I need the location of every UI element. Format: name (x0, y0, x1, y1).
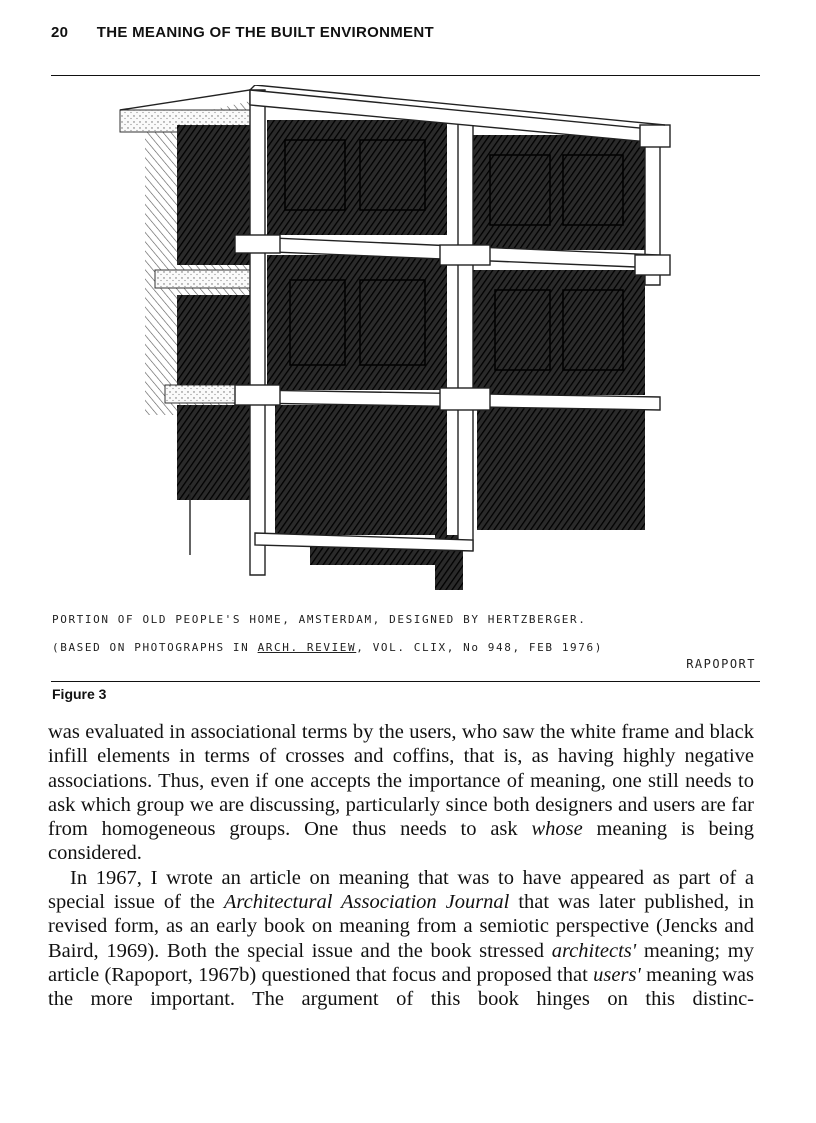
figure-caption (52, 606, 762, 662)
p1-text-a: was evaluated in associational terms by the users, who saw the white frame and black infill elements in terms of crosses and coffins, that is, as having highly negative associations. Thus, even if one accepts the importance of meaning, one still needs to ask which group we are discussing, particularly since both designers and users are far from homogeneous groups. One thus needs to ask (48, 721, 754, 841)
infill-panel (473, 270, 645, 395)
frame-column (458, 115, 473, 550)
infill-panel (477, 405, 645, 530)
figure-label: Figure 3 (52, 686, 107, 702)
caption-line-2-start: (BASED ON PHOTOGRAPHS IN (52, 641, 258, 654)
header-rule (51, 75, 760, 76)
artist-signature: RAPOPORT (686, 657, 756, 671)
infill-panel (275, 405, 447, 535)
caption-line-1: PORTION OF OLD PEOPLE'S HOME, AMSTERDAM, DESIGNED BY HERTZBERGER. (52, 613, 587, 626)
p1-emphasis: whose (531, 818, 583, 841)
paragraph-1 (48, 720, 754, 866)
paragraph-2 (48, 866, 754, 1012)
caption-journal-name: ARCH. REVIEW (257, 641, 357, 654)
infill-panel (267, 255, 447, 390)
p2-text-c: meaning; my article (Rapoport, 1967b) questioned that focus and proposed that (48, 939, 754, 986)
building-facade-drawing (115, 85, 685, 595)
caption-line-2 (52, 634, 762, 662)
running-title: THE MEANING OF THE BUILT ENVIRONMENT (96, 24, 434, 41)
p1-text-b: meaning is being considered. (48, 818, 754, 865)
infill-panel (473, 135, 645, 250)
running-header (51, 24, 434, 41)
body-text (48, 720, 754, 1012)
frame-column (250, 90, 265, 575)
p2-emphasis-users: users' (593, 963, 641, 986)
caption-line-2-end: , VOL. CLIX, No 948, FEB 1976) (356, 641, 603, 654)
infill-panel (267, 120, 447, 235)
figure-rule (51, 681, 760, 682)
p2-text-a: In 1967, I wrote an article on meaning that was to have appeared as part of a special issue of the (48, 866, 754, 914)
p2-emphasis-architects: architects' (551, 939, 637, 962)
p2-journal-title: Architectural Association Journal (223, 891, 510, 914)
p2-text-b: that was later published, in revised form, as an early book on meaning from a semiotic perspective (Jencks and Baird, 1969). Both the special issue and the book stressed (48, 891, 754, 962)
p2-text-d: meaning was the more important. The argument of this book hinges on this distinc- (48, 963, 754, 1011)
page-number: 20 (51, 24, 69, 41)
